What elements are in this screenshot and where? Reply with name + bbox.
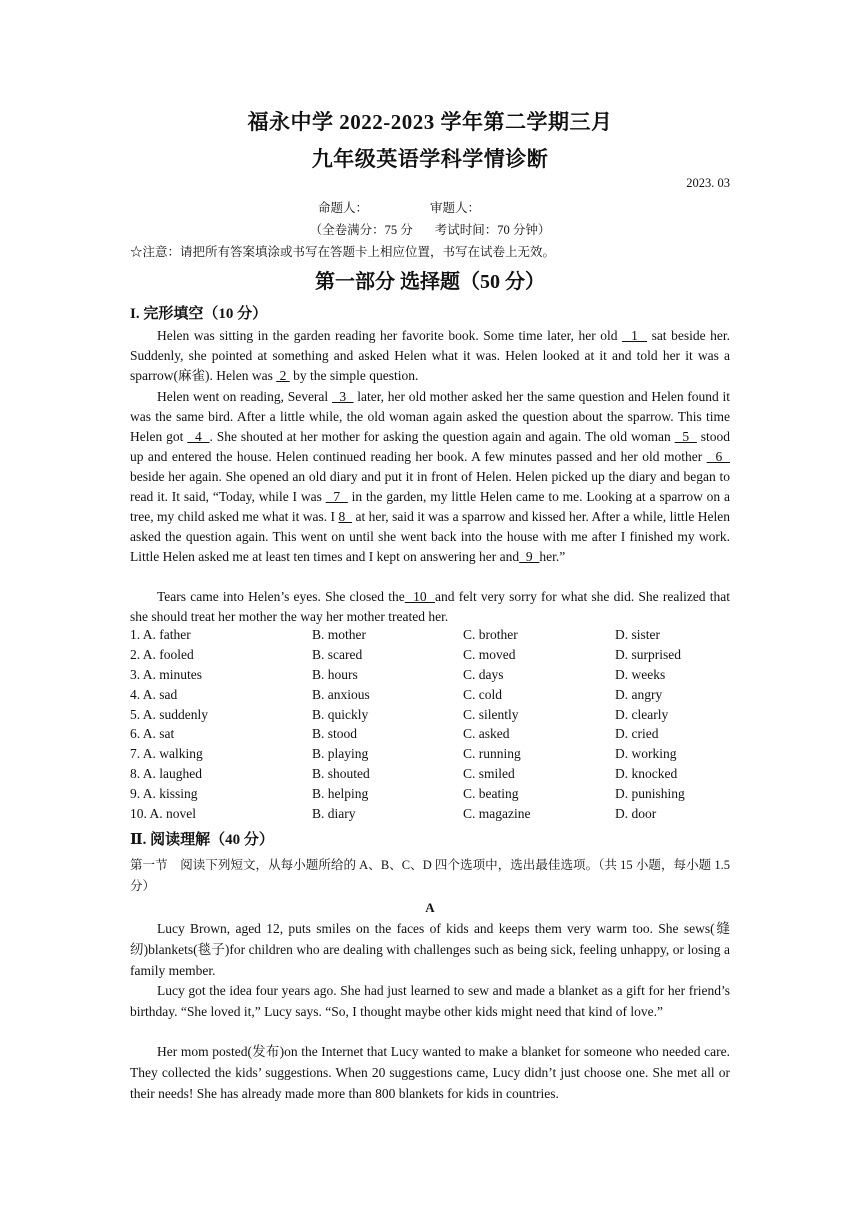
option-row: 4. A. sad B. anxious C. cold D. angry xyxy=(130,686,663,702)
cloze-paragraph-1: Helen was sitting in the garden reading her favorite book. Some time later, her old 1 sat beside her. Suddenly, she pointed at something and asked Helen what it was. Helen looked at it and told her it was a sparrow(麻雀). Helen was 2 by the simple question. xyxy=(130,328,731,383)
setter-label: 命题人： xyxy=(317,201,368,215)
blank-4: 4 xyxy=(187,429,210,444)
blank-2: 2 xyxy=(276,368,290,383)
score-info: （全卷满分：75 分 xyxy=(309,223,413,237)
option-row: 6. A. sat B. stood C. asked D. cried xyxy=(130,726,659,742)
cloze-options xyxy=(130,627,730,826)
reading-instruction: 第一节 阅读下列短文，从每小题所给的 A、B、C、D 四个选项中，选出最佳选项。（共 15 小题，每小题 1.5 分） xyxy=(130,858,730,893)
reviewer-label: 审题人： xyxy=(430,201,481,215)
blank-7: 7 xyxy=(325,489,348,504)
cloze-paragraph-3: Tears came into Helen’s eyes. She closed the 10 and felt very sorry for what she did. She realized that she should treat her mother the way her mother treated her. xyxy=(130,589,730,624)
blank-3: 3 xyxy=(331,389,354,404)
option-row: 3. A. minutes B. hours C. days D. weeks xyxy=(130,666,666,682)
blank-10: 10 xyxy=(404,589,436,604)
option-row: 10. A. novel B. diary C. magazine D. door xyxy=(130,806,657,822)
exam-title-line2: 九年级英语学科学情诊断 xyxy=(311,147,549,171)
reading-paragraph-1: Lucy Brown, aged 12, puts smiles on the faces of kids and keeps them very warm too. She sews(缝纫)blankets(毯子)for children who are dealing with challenges such as being sick, feeling unhappy, or losing a family member. xyxy=(130,921,730,978)
score-line xyxy=(130,220,730,238)
cloze-heading: I. 完形填空（10 分） xyxy=(130,306,268,322)
reading-heading: Ⅱ. 阅读理解（40 分） xyxy=(130,832,274,848)
setter-line xyxy=(130,198,730,216)
blank-1: 1 xyxy=(622,328,648,343)
option-row: 8. A. laughed B. shouted C. smiled D. knocked xyxy=(130,766,678,782)
reading-paragraph-3: Her mom posted(发布)on the Internet that Lucy wanted to make a blanket for someone who needed care. They collected the kids’ suggestions. When 20 suggestions came, Lucy didn’t just choose one. She met all or their needs! She has already made more than 800 blankets for kids in countries. xyxy=(130,1044,730,1101)
part1-title: 第一部分 选择题（50 分） xyxy=(315,271,545,293)
option-row: 2. A. fooled B. scared C. moved D. surprised xyxy=(130,646,681,662)
option-row: 1. A. father B. mother C. brother D. sister xyxy=(130,627,660,642)
option-row: 5. A. suddenly B. quickly C. silently D. clearly xyxy=(130,706,669,722)
reading-paragraph-2: Lucy got the idea four years ago. She had just learned to sew and made a blanket as a gift for her friend’s birthday. “She loved it,” Lucy says. “So, I thought maybe other kids might need that kind of love.” xyxy=(130,983,730,1019)
blank-5: 5 xyxy=(674,429,697,444)
notice: ☆注意：请把所有答案填涂或书写在答题卡上相应位置，书写在试卷上无效。 xyxy=(130,245,556,259)
exam-date: 2023. 03 xyxy=(686,176,730,190)
blank-9: 9 xyxy=(519,549,540,564)
exam-title-line1: 福永中学 2022-2023 学年第二学期三月 xyxy=(247,110,613,134)
time-info: 考试时间：70 分钟） xyxy=(434,223,551,237)
blank-8: 8 xyxy=(338,509,353,524)
option-row: 7. A. walking B. playing C. running D. working xyxy=(130,746,677,762)
cloze-paragraph-2: Helen went on reading, Several 3 later, her old mother asked her the same question and Helen found it was the same bird. After a little while, the old woman again asked the question about the sparrow. This time Helen got 4 . She shouted at her mother for asking the question again and again. The old woman 5 stood up and entered the house. Helen continued reading her book. A few minutes passed and her old mother 6 beside her again. She opened an old diary and put it in front of Helen. Helen picked up the diary and began to read it. It said, “Today, while I was 7 in the garden, my little Helen came to me. Looking at a sparrow on a tree, my child asked me what it was. I 8 at her, said it was a sparrow and kissed her. After a while, little Helen asked the question again. This went on until she went back into the house with me after I finished my work. Little Helen asked me at least ten times and I kept on answering her and 9 her.” xyxy=(130,389,731,564)
option-row: 9. A. kissing B. helping C. beating D. punishing xyxy=(130,786,685,802)
blank-6: 6 xyxy=(706,449,730,464)
passage-label: A xyxy=(425,900,435,915)
